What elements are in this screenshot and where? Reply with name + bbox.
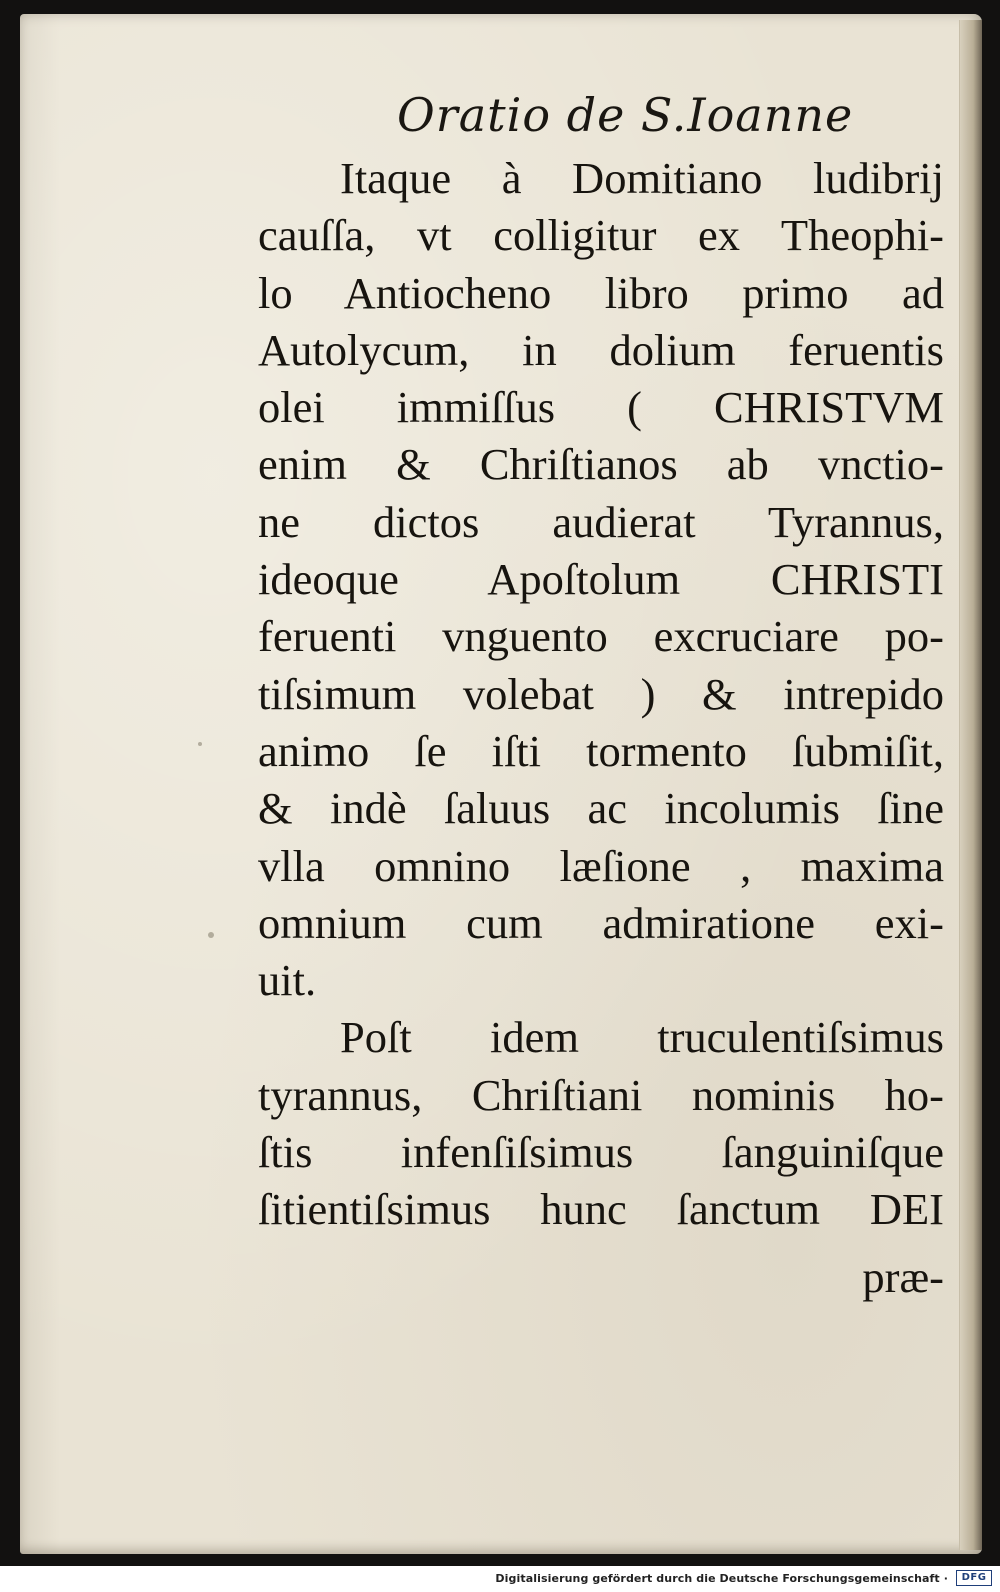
text-line: olei immiſſus ( CHRISTVM bbox=[258, 382, 944, 433]
ink-speck bbox=[198, 742, 202, 746]
text-line: Poſt idem truculentiſsimus bbox=[340, 1012, 944, 1063]
dfg-logo: DFG bbox=[956, 1570, 992, 1586]
text-line: cauſſa, vt colligitur ex Theophi- bbox=[258, 210, 944, 261]
text-line: omnium cum admiratione exi- bbox=[258, 897, 944, 948]
text-line: enim & Chriſtianos ab vnctio- bbox=[258, 439, 944, 490]
text-line: Itaque à Domitiano ludibrij bbox=[340, 153, 944, 203]
footer-bar bbox=[0, 1566, 1000, 1592]
text-line: animo ſe iſti tormento ſubmiſit, bbox=[258, 725, 944, 776]
text-line: ideoque Apoſtolum CHRISTI bbox=[258, 554, 944, 605]
text-line: ne dictos audierat Tyrannus, bbox=[258, 496, 944, 547]
page-edge bbox=[959, 20, 982, 1550]
main-text bbox=[258, 150, 944, 1306]
text-line: feruenti vnguento excruciare po- bbox=[258, 611, 944, 662]
text-line: ſitientiſsimus hunc ſanctum DEI bbox=[258, 1184, 944, 1235]
text-line: & indè ſaluus ac incolumis ſine bbox=[258, 783, 944, 834]
text-line: uit. bbox=[258, 955, 317, 1006]
text-line: tiſsimum volebat ) & intrepido bbox=[258, 668, 944, 719]
text-line: Autolycum, in dolium feruentis bbox=[258, 324, 944, 375]
running-head: Oratio de S.Ioanne bbox=[397, 88, 854, 142]
text-line: lo Antiocheno libro primo ad bbox=[258, 267, 944, 318]
text-line: tyrannus, Chriſtiani nominis ho- bbox=[258, 1069, 944, 1120]
ink-speck bbox=[208, 932, 214, 938]
digitization-credit: Digitalisierung gefördert durch die Deutsche Forschungsgemeinschaft · bbox=[495, 1572, 948, 1585]
text-line: ſtis infenſiſsimus ſanguiniſque bbox=[258, 1127, 944, 1178]
text-line: vlla omnino læſione , maxima bbox=[258, 840, 944, 891]
catchword: præ- bbox=[862, 1251, 944, 1302]
